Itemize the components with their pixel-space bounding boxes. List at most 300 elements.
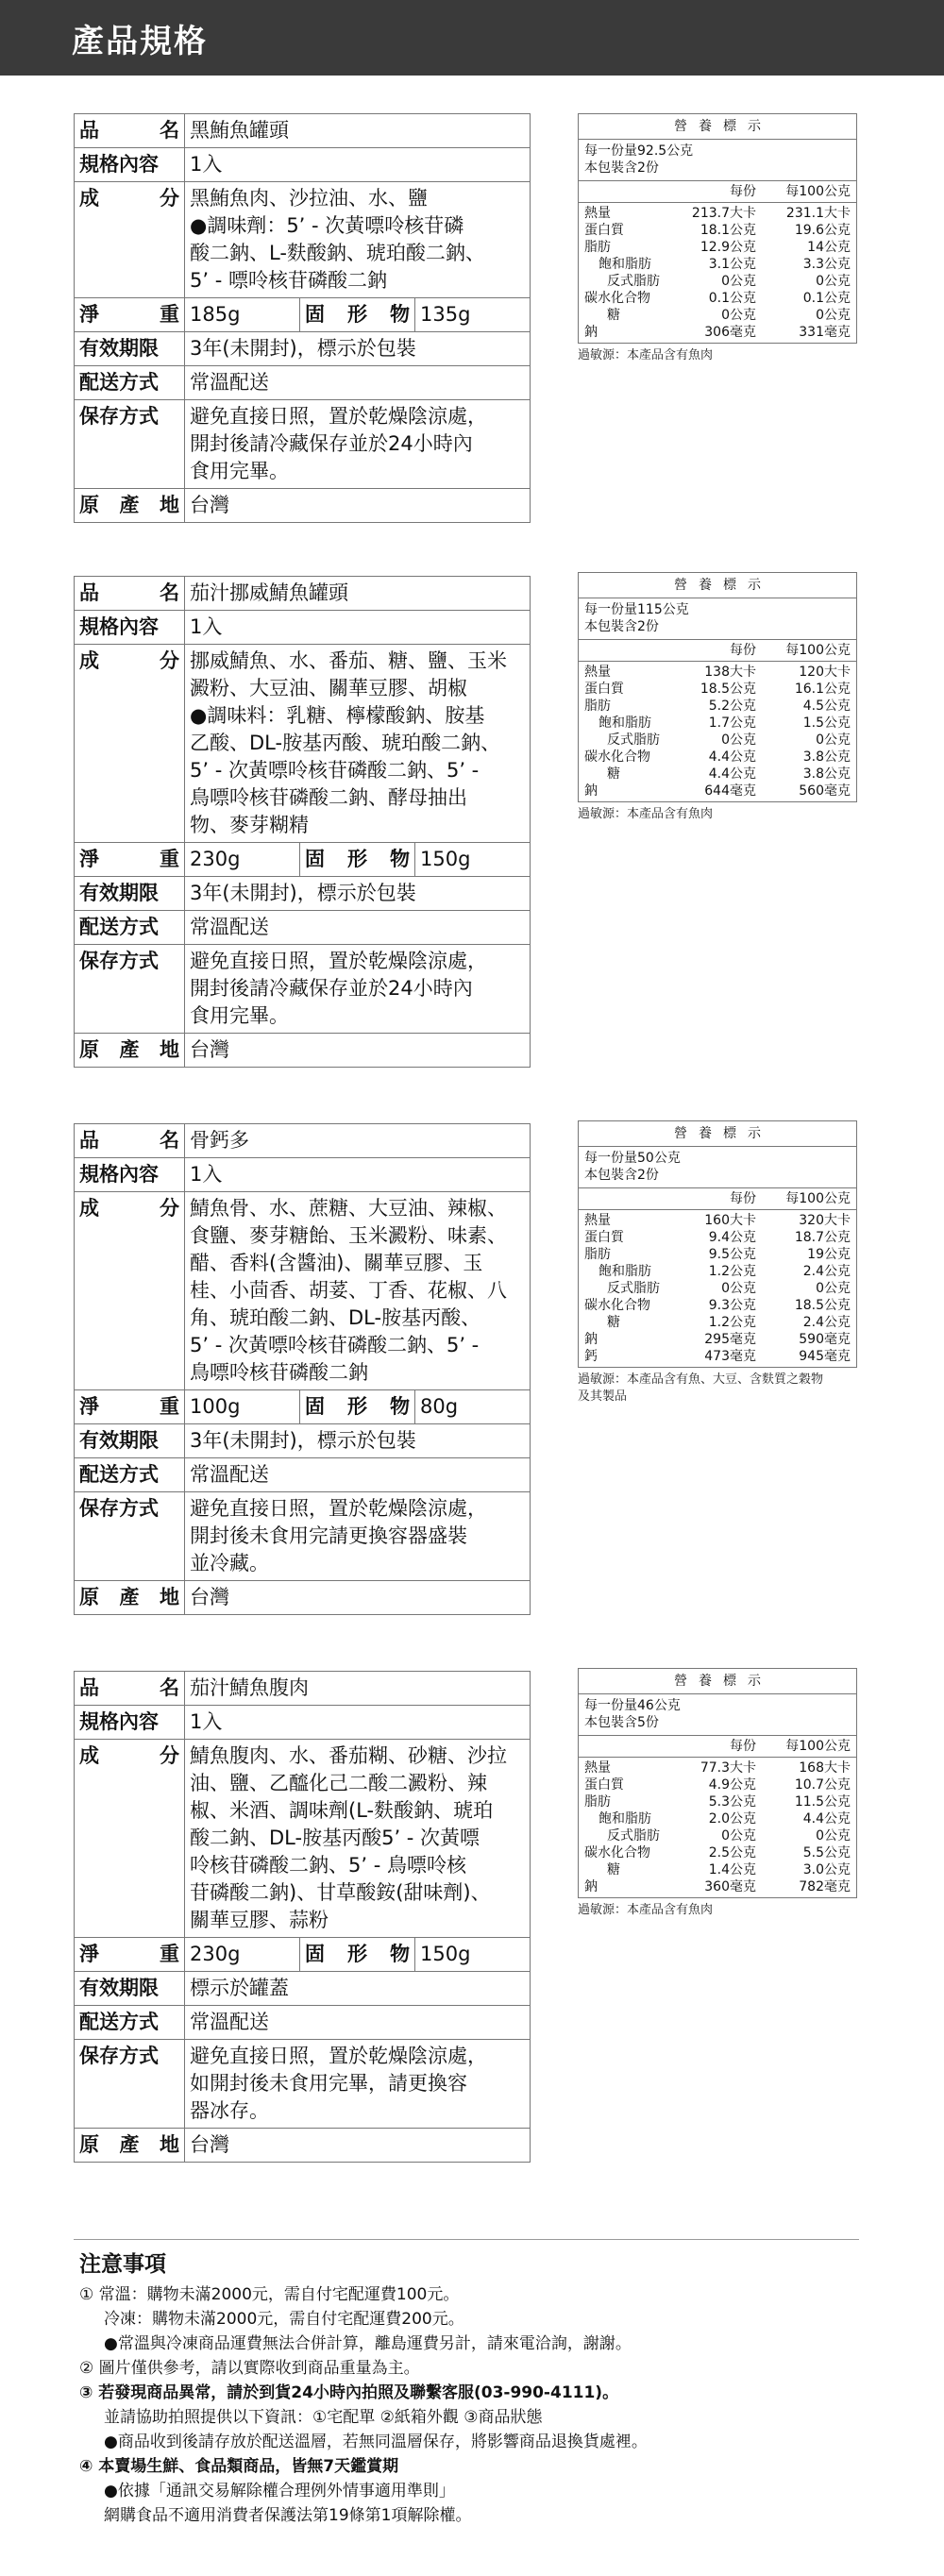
allergen-note: [578, 347, 861, 364]
label-net-weight-char: 重: [160, 1943, 179, 1965]
spec-row: [75, 1938, 531, 1972]
nutrient-name: 糖: [607, 766, 620, 782]
nutrition-table: [578, 1668, 857, 1898]
nutrient-name: 飽和脂肪: [598, 1264, 651, 1279]
spec-label: [75, 332, 185, 366]
label-origin: [79, 492, 179, 519]
ingredients-line: 酸二鈉、L-麩酸鈉、琥珀酸二鈉、: [190, 242, 485, 264]
nutrient-per-serving: 0公克: [721, 1281, 756, 1296]
per-serving-header: 每份: [730, 643, 756, 658]
nutrient-per-100g: 3.0公克: [802, 1862, 851, 1877]
spec-label: [75, 1706, 185, 1740]
label-origin-char: 產: [119, 1038, 140, 1061]
nutrient-name: 蛋白質: [584, 1777, 624, 1793]
spec-value-text: 1入: [190, 153, 223, 176]
label-origin-char: 原: [79, 494, 99, 516]
per-100g-header: 每100公克: [785, 1739, 851, 1754]
per-100g-header: 每100公克: [785, 643, 851, 658]
nutrition-rows: [579, 203, 856, 343]
label-storage: 保存方式: [79, 950, 159, 972]
nutrition-row: [584, 1810, 851, 1827]
ingredients-line: 鳥嘌呤核苷磷酸二鈉: [190, 1361, 368, 1384]
nutrition-row: [584, 1776, 851, 1793]
nutrient-name: 反式脂肪: [607, 274, 660, 289]
spec-label: [75, 1192, 185, 1390]
label-ingredients: [79, 185, 179, 212]
origin-value: 台灣: [190, 1038, 229, 1061]
label-name-char: 品: [79, 119, 99, 142]
per-serving-header: 每份: [730, 1191, 756, 1206]
spec-row: [75, 366, 531, 400]
nutrient-per-100g: 2.4公克: [802, 1264, 851, 1279]
nutrition-row: [584, 256, 851, 273]
servings-per-pack: 本包裝含5份: [584, 1715, 659, 1730]
spec-row: [75, 843, 531, 877]
spec-row: [75, 148, 531, 182]
spec-row: [75, 1424, 531, 1458]
notes-divider: [74, 2239, 859, 2240]
nutrient-per-100g: 18.5公克: [794, 1298, 851, 1313]
nutrient-per-100g: 560毫克: [799, 783, 851, 799]
storage-line: 開封後未食用完請更換容器盛裝: [190, 1524, 467, 1547]
note-line: 網購食品不適用消費者保護法第19條第1項解除權。: [104, 2506, 472, 2525]
serving-size: 每一份量50公克: [584, 1151, 681, 1166]
label-ingredients: [79, 1195, 179, 1222]
nutrient-per-serving: 2.0公克: [708, 1811, 756, 1827]
nutrition-column-header: [579, 1188, 856, 1210]
nutrient-per-serving: 0公克: [721, 308, 756, 323]
label-expiry: 有效期限: [79, 882, 159, 904]
spec-table: [74, 1671, 531, 2163]
page-title: 產品規格: [72, 23, 208, 60]
spec-value: [185, 577, 531, 611]
spec-row: [75, 2129, 531, 2163]
spec-row: [75, 1192, 531, 1390]
nutrient-per-serving: 1.4公克: [708, 1862, 756, 1877]
ingredients-line: 鯖魚腹肉、水、番茄糊、砂糖、沙拉: [190, 1744, 507, 1767]
nutrient-name: 脂肪: [584, 240, 611, 255]
spec-label: [75, 911, 185, 945]
nutrient-name: 鈉: [584, 1879, 598, 1894]
nutrient-per-100g: 4.4公克: [802, 1811, 851, 1827]
spec-row: [75, 1458, 531, 1492]
nutrient-per-100g: 19.6公克: [794, 223, 851, 238]
nutrient-per-100g: 320大卡: [799, 1213, 851, 1228]
label-name-char: 名: [160, 119, 179, 142]
nutrient-name: 反式脂肪: [607, 732, 660, 748]
spec-value: [185, 611, 531, 645]
delivery-value: 常溫配送: [190, 1463, 269, 1486]
nutrient-per-serving: 9.5公克: [708, 1247, 756, 1262]
solid-weight-value: 135g: [420, 303, 471, 326]
spec-value: [185, 1740, 531, 1938]
nutrient-name: 碳水化合物: [584, 291, 650, 306]
nutrition-row: [584, 1314, 851, 1331]
nutrition-row: [584, 1861, 851, 1878]
nutrition-row: [584, 290, 851, 307]
spec-row: [75, 1158, 531, 1192]
nutrient-name: 熱量: [584, 1760, 611, 1776]
nutrition-table: [578, 572, 857, 802]
spec-row: [75, 1492, 531, 1581]
nutrition-row: [584, 749, 851, 766]
nutrient-per-100g: 0公克: [816, 1281, 851, 1296]
nutrient-name: 碳水化合物: [584, 749, 650, 765]
spec-value: [185, 2040, 531, 2129]
nutrient-name: 飽和脂肪: [598, 716, 651, 731]
nutrient-per-100g: 945毫克: [799, 1349, 851, 1364]
label-storage: 保存方式: [79, 2045, 159, 2067]
label-net-weight-char: 淨: [79, 303, 99, 326]
nutrient-per-100g: 18.7公克: [794, 1230, 851, 1245]
nutrient-name: 熱量: [584, 206, 611, 221]
label-delivery: 配送方式: [79, 2011, 159, 2033]
nutrition-row: [584, 1212, 851, 1229]
solid-weight-value: 80g: [420, 1395, 459, 1418]
nutrient-per-serving: 360毫克: [704, 1879, 756, 1894]
spec-label: [75, 1458, 185, 1492]
note-line: ●商品收到後請存放於配送溫層，若無同溫層保存，將影響商品退換貨處裡。: [104, 2433, 648, 2451]
storage-line: 避免直接日照，置於乾燥陰涼處，: [190, 1497, 487, 1520]
label-name: [79, 1675, 179, 1702]
allergen-line: 及其製品: [578, 1389, 628, 1404]
nutrient-name: 飽和脂肪: [598, 257, 651, 272]
nutrient-name: 鈉: [584, 325, 598, 340]
nutrient-per-serving: 4.4公克: [708, 766, 756, 782]
product-name: 黑鮪魚罐頭: [190, 119, 289, 142]
nutrition-serving: [579, 598, 856, 640]
nutrient-per-100g: 14公克: [807, 240, 851, 255]
spec-label: [75, 945, 185, 1034]
allergen-note: [578, 1902, 861, 1919]
note-line: ② 圖片僅供參考，請以實際收到商品重量為主。: [79, 2359, 420, 2378]
spec-row: [75, 877, 531, 911]
spec-label: [300, 298, 415, 332]
label-ingredients-char: 成: [79, 1197, 99, 1220]
spec-label: [75, 366, 185, 400]
label-name-char: 品: [79, 1676, 99, 1699]
net-weight-cell: [185, 843, 300, 877]
nutrient-name: 糖: [607, 308, 620, 323]
spec-label: [300, 1938, 415, 1972]
nutrient-name: 糖: [607, 1315, 620, 1330]
nutrient-name: 脂肪: [584, 1794, 611, 1810]
spec-row: [75, 489, 531, 523]
spec-value: [185, 1458, 531, 1492]
storage-line: 並冷藏。: [190, 1552, 269, 1574]
spec-value: [185, 489, 531, 523]
spec-label: [75, 843, 185, 877]
spec-value: [185, 1706, 531, 1740]
nutrient-per-100g: 231.1大卡: [785, 206, 851, 221]
nutrient-per-serving: 213.7大卡: [691, 206, 756, 221]
servings-per-pack: 本包裝含2份: [584, 619, 659, 634]
spec-row: [75, 611, 531, 645]
label-storage: 保存方式: [79, 1497, 159, 1520]
spec-label: [300, 843, 415, 877]
label-name-char: 品: [79, 1129, 99, 1152]
label-solid-weight: [305, 846, 410, 873]
spec-label: [75, 577, 185, 611]
allergen-note: [578, 1372, 861, 1406]
ingredients-line: 椒、米酒、調味劑(L-麩酸鈉、琥珀: [190, 1799, 494, 1822]
spec-value: [185, 1158, 531, 1192]
nutrient-per-100g: 0公克: [816, 732, 851, 748]
nutrient-name: 蛋白質: [584, 682, 624, 697]
storage: [190, 1495, 525, 1577]
spec-value: [185, 911, 531, 945]
nutrient-per-serving: 1.2公克: [708, 1315, 756, 1330]
nutrient-per-serving: 0公克: [721, 1828, 756, 1844]
label-solid-weight-char: 固: [305, 848, 325, 870]
spec-row: [75, 1034, 531, 1068]
spec-value: [185, 114, 531, 148]
nutrition-row: [584, 732, 851, 749]
solid-weight-cell: [415, 843, 531, 877]
nutrition-row: [584, 1759, 851, 1776]
label-solid-weight-char: 固: [305, 303, 325, 326]
nutrient-name: 熱量: [584, 665, 611, 680]
nutrient-per-serving: 160大卡: [704, 1213, 756, 1228]
note-line: ●依據「通訊交易解除權合理例外情事適用準則」: [104, 2482, 455, 2500]
spec-label: [75, 1390, 185, 1424]
label-net-weight: [79, 1393, 179, 1421]
nutrient-per-100g: 590毫克: [799, 1332, 851, 1347]
spec-row: [75, 1706, 531, 1740]
label-solid-weight-char: 固: [305, 1943, 325, 1965]
spec-value: [185, 2129, 531, 2163]
nutrient-per-serving: 4.4公克: [708, 749, 756, 765]
spec-label: [75, 1124, 185, 1158]
nutrient-per-serving: 77.3大卡: [700, 1760, 756, 1776]
label-name: [79, 580, 179, 607]
nutrient-per-serving: 9.4公克: [708, 1230, 756, 1245]
nutrient-per-100g: 10.7公克: [794, 1777, 851, 1793]
spec-row: [75, 2006, 531, 2040]
solid-weight-cell: [415, 298, 531, 332]
ingredients-line: 挪威鯖魚、水、番茄、糖、鹽、玉米: [190, 649, 507, 672]
serving-size: 每一份量92.5公克: [584, 143, 694, 159]
nutrient-per-100g: 0公克: [816, 1828, 851, 1844]
nutrition-row: [584, 1793, 851, 1810]
ingredients-line: 苷磷酸二鈉)、甘草酸銨(甜味劑)、: [190, 1881, 491, 1904]
spec-row: [75, 182, 531, 298]
servings-per-pack: 本包裝含2份: [584, 160, 659, 176]
note-line: 冷凍：購物未滿2000元，需自付宅配運費200元。: [104, 2310, 464, 2329]
origin-value: 台灣: [190, 494, 229, 516]
storage-line: 開封後請冷藏保存並於24小時內: [190, 977, 473, 1000]
net-weight-cell: [185, 298, 300, 332]
ingredients-line: 5’ - 次黃嘌呤核苷磷酸二鈉、5’ -: [190, 1334, 480, 1356]
spec-label: [75, 877, 185, 911]
allergen-line: 過敏源：本產品含有魚肉: [578, 348, 714, 362]
nutrition-row: [584, 273, 851, 290]
nutrient-name: 反式脂肪: [607, 1828, 660, 1844]
spec-label: [75, 400, 185, 489]
nutrient-per-100g: 4.5公克: [802, 699, 851, 714]
label-delivery: 配送方式: [79, 371, 159, 394]
nutrition-serving: [579, 1147, 856, 1188]
spec-row: [75, 1972, 531, 2006]
ingredients-line: 鯖魚骨、水、蔗糖、大豆油、辣椒、: [190, 1197, 507, 1220]
solid-weight-value: 150g: [420, 1943, 471, 1965]
nutrient-per-serving: 12.9公克: [700, 240, 756, 255]
spec-row: [75, 1581, 531, 1615]
spec-value: [185, 366, 531, 400]
nutrition-serving: [579, 140, 856, 181]
spec-label: [75, 611, 185, 645]
expiry-value: 標示於罐蓋: [190, 1977, 289, 1999]
nutrition-row: [584, 1331, 851, 1348]
storage-line: 器冰存。: [190, 2099, 269, 2122]
nutrition-row: [584, 1280, 851, 1297]
spec-label: [75, 1938, 185, 1972]
label-ingredients-char: 分: [160, 649, 179, 672]
label-origin-char: 地: [160, 1038, 179, 1061]
label-spec: 規格內容: [79, 153, 159, 176]
label-net-weight-char: 重: [160, 303, 179, 326]
label-name-char: 名: [160, 581, 179, 604]
storage-line: 如開封後未食用完畢，請更換容: [190, 2072, 467, 2095]
nutrient-per-serving: 0.1公克: [708, 291, 756, 306]
nutrient-per-100g: 11.5公克: [794, 1794, 851, 1810]
nutrient-per-serving: 3.1公克: [708, 257, 756, 272]
origin-value: 台灣: [190, 1586, 229, 1608]
label-solid-weight-char: 固: [305, 1395, 325, 1418]
spec-row: [75, 400, 531, 489]
nutrient-name: 碳水化合物: [584, 1845, 650, 1860]
ingredients-line: 鳥嘌呤核苷磷酸二鈉、酵母抽出: [190, 786, 467, 809]
spec-value: [185, 1672, 531, 1706]
spec-label: [75, 1972, 185, 2006]
spec-value: [185, 877, 531, 911]
label-expiry: 有效期限: [79, 1977, 159, 1999]
origin-value: 台灣: [190, 2133, 229, 2156]
label-net-weight-char: 淨: [79, 1395, 99, 1418]
nutrient-name: 反式脂肪: [607, 1281, 660, 1296]
note-line: ●常溫與冷凍商品運費無法合併計算，離島運費另計，請來電洽詢，謝謝。: [104, 2334, 632, 2353]
nutrition-row: [584, 1229, 851, 1246]
label-name-char: 名: [160, 1676, 179, 1699]
nutrition-column-header: [579, 640, 856, 662]
ingredients-line: ●調味料：乳糖、檸檬酸鈉、胺基: [190, 704, 485, 727]
label-origin-char: 地: [160, 1586, 179, 1608]
solid-weight-cell: [415, 1390, 531, 1424]
nutrition-row: [584, 783, 851, 800]
nutrition-row: [584, 766, 851, 783]
nutrition-row: [584, 681, 851, 698]
spec-row: [75, 1390, 531, 1424]
nutrition-row: [584, 664, 851, 681]
note-line: ④ 本賣場生鮮、食品類商品，皆無7天鑑賞期: [79, 2457, 399, 2476]
label-solid-weight-char: 形: [347, 848, 367, 870]
spec-row: [75, 298, 531, 332]
label-origin-char: 原: [79, 1586, 99, 1608]
label-origin: [79, 1036, 179, 1064]
nutrient-per-serving: 4.9公克: [708, 1777, 756, 1793]
spec-value-text: 1入: [190, 615, 223, 638]
label-net-weight: [79, 301, 179, 328]
nutrition-row: [584, 1348, 851, 1365]
allergen-line: 過敏源：本產品含有魚、大豆、含麩質之穀物: [578, 1372, 824, 1387]
spec-row: [75, 2040, 531, 2129]
net-weight-value: 230g: [190, 848, 241, 870]
label-ingredients: [79, 1743, 179, 1770]
nutrient-name: 脂肪: [584, 1247, 611, 1262]
label-ingredients-char: 成: [79, 1744, 99, 1767]
label-origin-char: 地: [160, 494, 179, 516]
nutrition-row: [584, 1827, 851, 1844]
storage-line: 食用完畢。: [190, 460, 289, 482]
spec-value: [185, 148, 531, 182]
storage: [190, 2043, 525, 2125]
notes-title: 注意事項: [79, 2252, 166, 2277]
ingredients-line: 黑鮪魚肉、沙拉油、水、鹽: [190, 187, 428, 210]
storage-line: 開封後請冷藏保存並於24小時內: [190, 432, 473, 455]
nutrient-per-100g: 331毫克: [799, 325, 851, 340]
label-origin: [79, 2131, 179, 2159]
nutrient-name: 鈉: [584, 783, 598, 799]
nutrition-rows: [579, 1758, 856, 1897]
nutrient-per-100g: 1.5公克: [802, 716, 851, 731]
spec-value: [185, 400, 531, 489]
allergen-line: 過敏源：本產品含有魚肉: [578, 807, 714, 821]
nutrient-per-100g: 120大卡: [799, 665, 851, 680]
label-ingredients-char: 成: [79, 187, 99, 210]
storage-line: 避免直接日照，置於乾燥陰涼處，: [190, 2045, 487, 2067]
label-solid-weight-char: 形: [347, 1943, 367, 1965]
label-origin-char: 原: [79, 1038, 99, 1061]
product-name: 茄汁鯖魚腹肉: [190, 1676, 309, 1699]
nutrition-row: [584, 239, 851, 256]
note-line: ① 常溫：購物未滿2000元，需自付宅配運費100元。: [79, 2285, 460, 2304]
label-origin-char: 地: [160, 2133, 179, 2156]
nutrient-name: 熱量: [584, 1213, 611, 1228]
per-serving-header: 每份: [730, 1739, 756, 1754]
label-origin: [79, 1584, 179, 1611]
nutrition-title: 營養標示: [579, 1669, 856, 1694]
label-expiry: 有效期限: [79, 1429, 159, 1452]
nutrition-row: [584, 205, 851, 222]
spec-label: [75, 114, 185, 148]
nutrition-row: [584, 324, 851, 341]
label-solid-weight-char: 物: [390, 1395, 410, 1418]
nutrient-per-100g: 3.8公克: [802, 766, 851, 782]
nutrition-row: [584, 1844, 851, 1861]
ingredients: [190, 1743, 525, 1934]
nutrient-per-100g: 0.1公克: [802, 291, 851, 306]
spec-label: [75, 2129, 185, 2163]
nutrition-rows: [579, 1210, 856, 1367]
storage-line: 食用完畢。: [190, 1004, 289, 1027]
ingredients-line: 5’ - 嘌呤核苷磷酸二鈉: [190, 269, 387, 292]
nutrient-per-100g: 0公克: [816, 308, 851, 323]
nutrient-per-serving: 295毫克: [704, 1332, 756, 1347]
label-solid-weight: [305, 1393, 410, 1421]
label-spec: 規格內容: [79, 1163, 159, 1186]
label-net-weight: [79, 846, 179, 873]
nutrient-per-100g: 3.8公克: [802, 749, 851, 765]
nutrition-row: [584, 1263, 851, 1280]
nutrient-per-serving: 18.5公克: [700, 682, 756, 697]
ingredients-line: 角、琥珀酸二鈉、DL-胺基丙酸、: [190, 1306, 481, 1329]
nutrition-column-header: [579, 1736, 856, 1758]
ingredients-line: ●調味劑：5’ - 次黃嘌呤核苷磷: [190, 214, 464, 237]
nutrient-per-serving: 5.2公克: [708, 699, 756, 714]
label-solid-weight-char: 物: [390, 848, 410, 870]
servings-per-pack: 本包裝含2份: [584, 1168, 659, 1183]
expiry-value: 3年(未開封)，標示於包裝: [190, 882, 416, 904]
